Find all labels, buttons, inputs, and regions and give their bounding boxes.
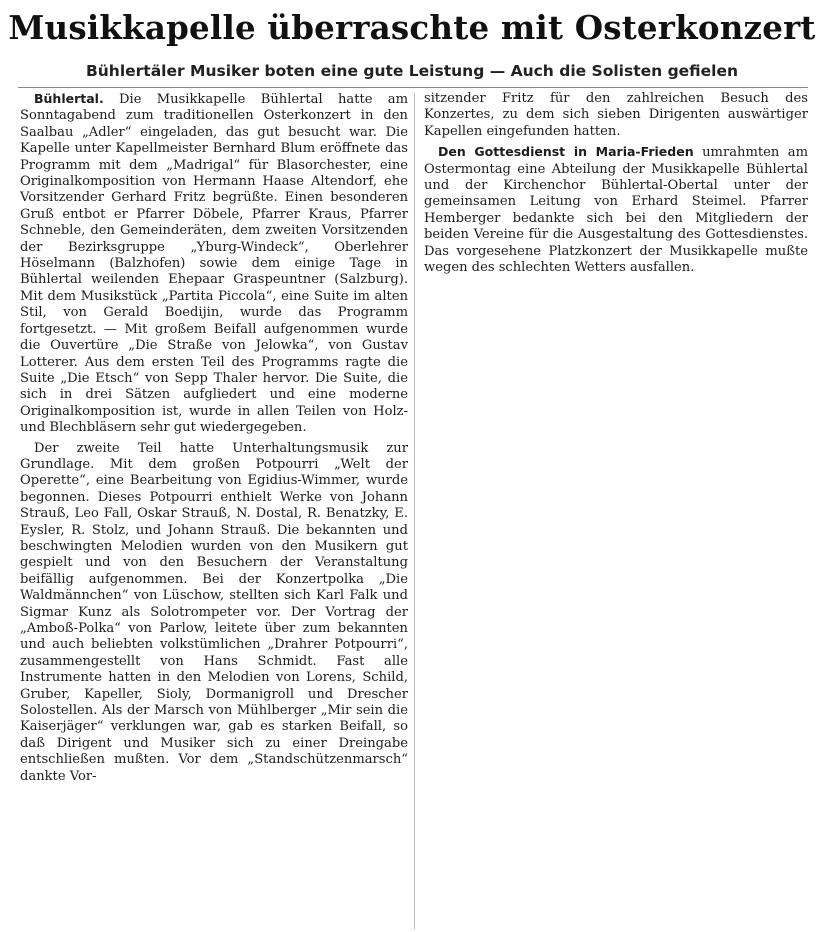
paragraph-continuation: sitzender Fritz für den zahlreichen Besuch des Konzertes, zu dem sich sieben Dirigenten auswärtiger Kapellen eingefunden hatten. [424,91,808,139]
blank-area [417,333,824,932]
paragraph-intro-text: Die Musikkapelle Bühlertal hatte am Sonntagabend zum traditionellen Osterkonzert in den Saalbau „Adler“ eingeladen, das gut besucht war. Die Kapelle unter Kapellmeister Bernhard Blum eröffnete das Programm mit dem „Madrigal“ für Blasorchester, eine Originalkomposition von Hermann Haase Altendorf, ehe Vorsitzender Gerhard Fritz begrüßte. Einen besonderen Gruß entbot er Pfarrer Döbele, Pfarrer Kraus, Pfarrer Schneble, den Gemeinderäten, dem zweiten Vorsitzenden der Bezirksgruppe „Yburg-Windeck“, Oberlehrer Höselmann (Balzhofen) sowie dem einige Tage in Bühlertal weilenden Ehepaar Graspeuntner (Salzburg). Mit dem Musikstück „Partita Piccola“, eine Suite im alten Stil, von Gerald Boedijin, wurde das Programm fortgesetzt. — Mit großem Beifall aufgenommen wurde die Ouvertüre „Die Straße von Jelowka“, von Gustav Lotterer. Aus dem ersten Teil des Programms ragte die Suite „Die Etsch“ von Sepp Thaler hervor. Die Suite, die sich in drei Sätzen aufgliedert und eine moderne Originalkomposition ist, wurde in allen Teilen von Holz- und Blechbläsern sehr gut wiedergegeben. [20,92,408,436]
article-subheadline: Bühlertäler Musiker boten eine gute Leistung — Auch die Solisten gefielen [85,62,739,80]
article-headline: Musikkapelle überraschte mit Osterkonzert [8,8,816,47]
dateline: Bühlertal. [34,91,104,106]
paragraph-church-service [424,144,808,276]
article-column-left [20,91,408,785]
column-divider [414,93,415,929]
paragraph-intro [20,91,408,437]
article-column-right [424,91,808,276]
section-lead: Den Gottesdienst in Maria-Frieden [438,144,694,160]
paragraph-second-part: Der zweite Teil hatte Unterhaltungsmusik zur Grundlage. Mit dem großen Potpourri „Welt der Operette“, eine Bearbeitung von Egidius-Wimmer, wurde begonnen. Dieses Potpourri enthielt Werke von Johann Strauß, Leo Fall, Oskar Strauß, N. Dostal, R. Benatzky, E. Eysler, R. Stolz, und Johann Strauß. Die bekannten und beschwingten Melodien wurden von den Musikern gut gespielt und von den Besuchern der Veranstaltung beifällig aufgenommen. Bei der Konzertpolka „Die Waldmännchen“ von Lüschow, stellten sich Karl Falk und Sigmar Kunz als Solotrompeter vor. Der Vortrag der „Amboß-Polka“ von Parlow, leitete über zum bekannten und auch beliebten volkstümlichen „Drahrer Potpourri“, zusammengestellt von Hans Schmidt. Fast alle Instrumente hatten in den Melodien von Lorens, Schild, Gruber, Kapeller, Sioly, Dormanigroll und Drescher Solostellen. Als der Marsch von Mühlberger „Mir sein die Kaiserjäger“ verklungen war, gab es starken Beifall, so daß Dirigent und Musiker sich zu einer Dreingabe entschließen mußten. Vor dem „Standschützenmarsch“ dankte Vor- [20,440,408,784]
paragraph-church-service-text: umrahmten am Ostermontag eine Abteilung der Musikkapelle Bühlertal und der Kirchenchor Bühlertal-Obertal unter der gemeinsamen Leitung von Erhard Steimel. Pfarrer Hemberger bedankte sich bei den Mitgliedern der beiden Vereine für die Ausgestaltung des Gottesdienstes. Das vorgesehene Platzkonzert der Musikkapelle mußte wegen des schlechten Wetters ausfallen. [424,145,808,276]
header-rule [18,87,808,88]
